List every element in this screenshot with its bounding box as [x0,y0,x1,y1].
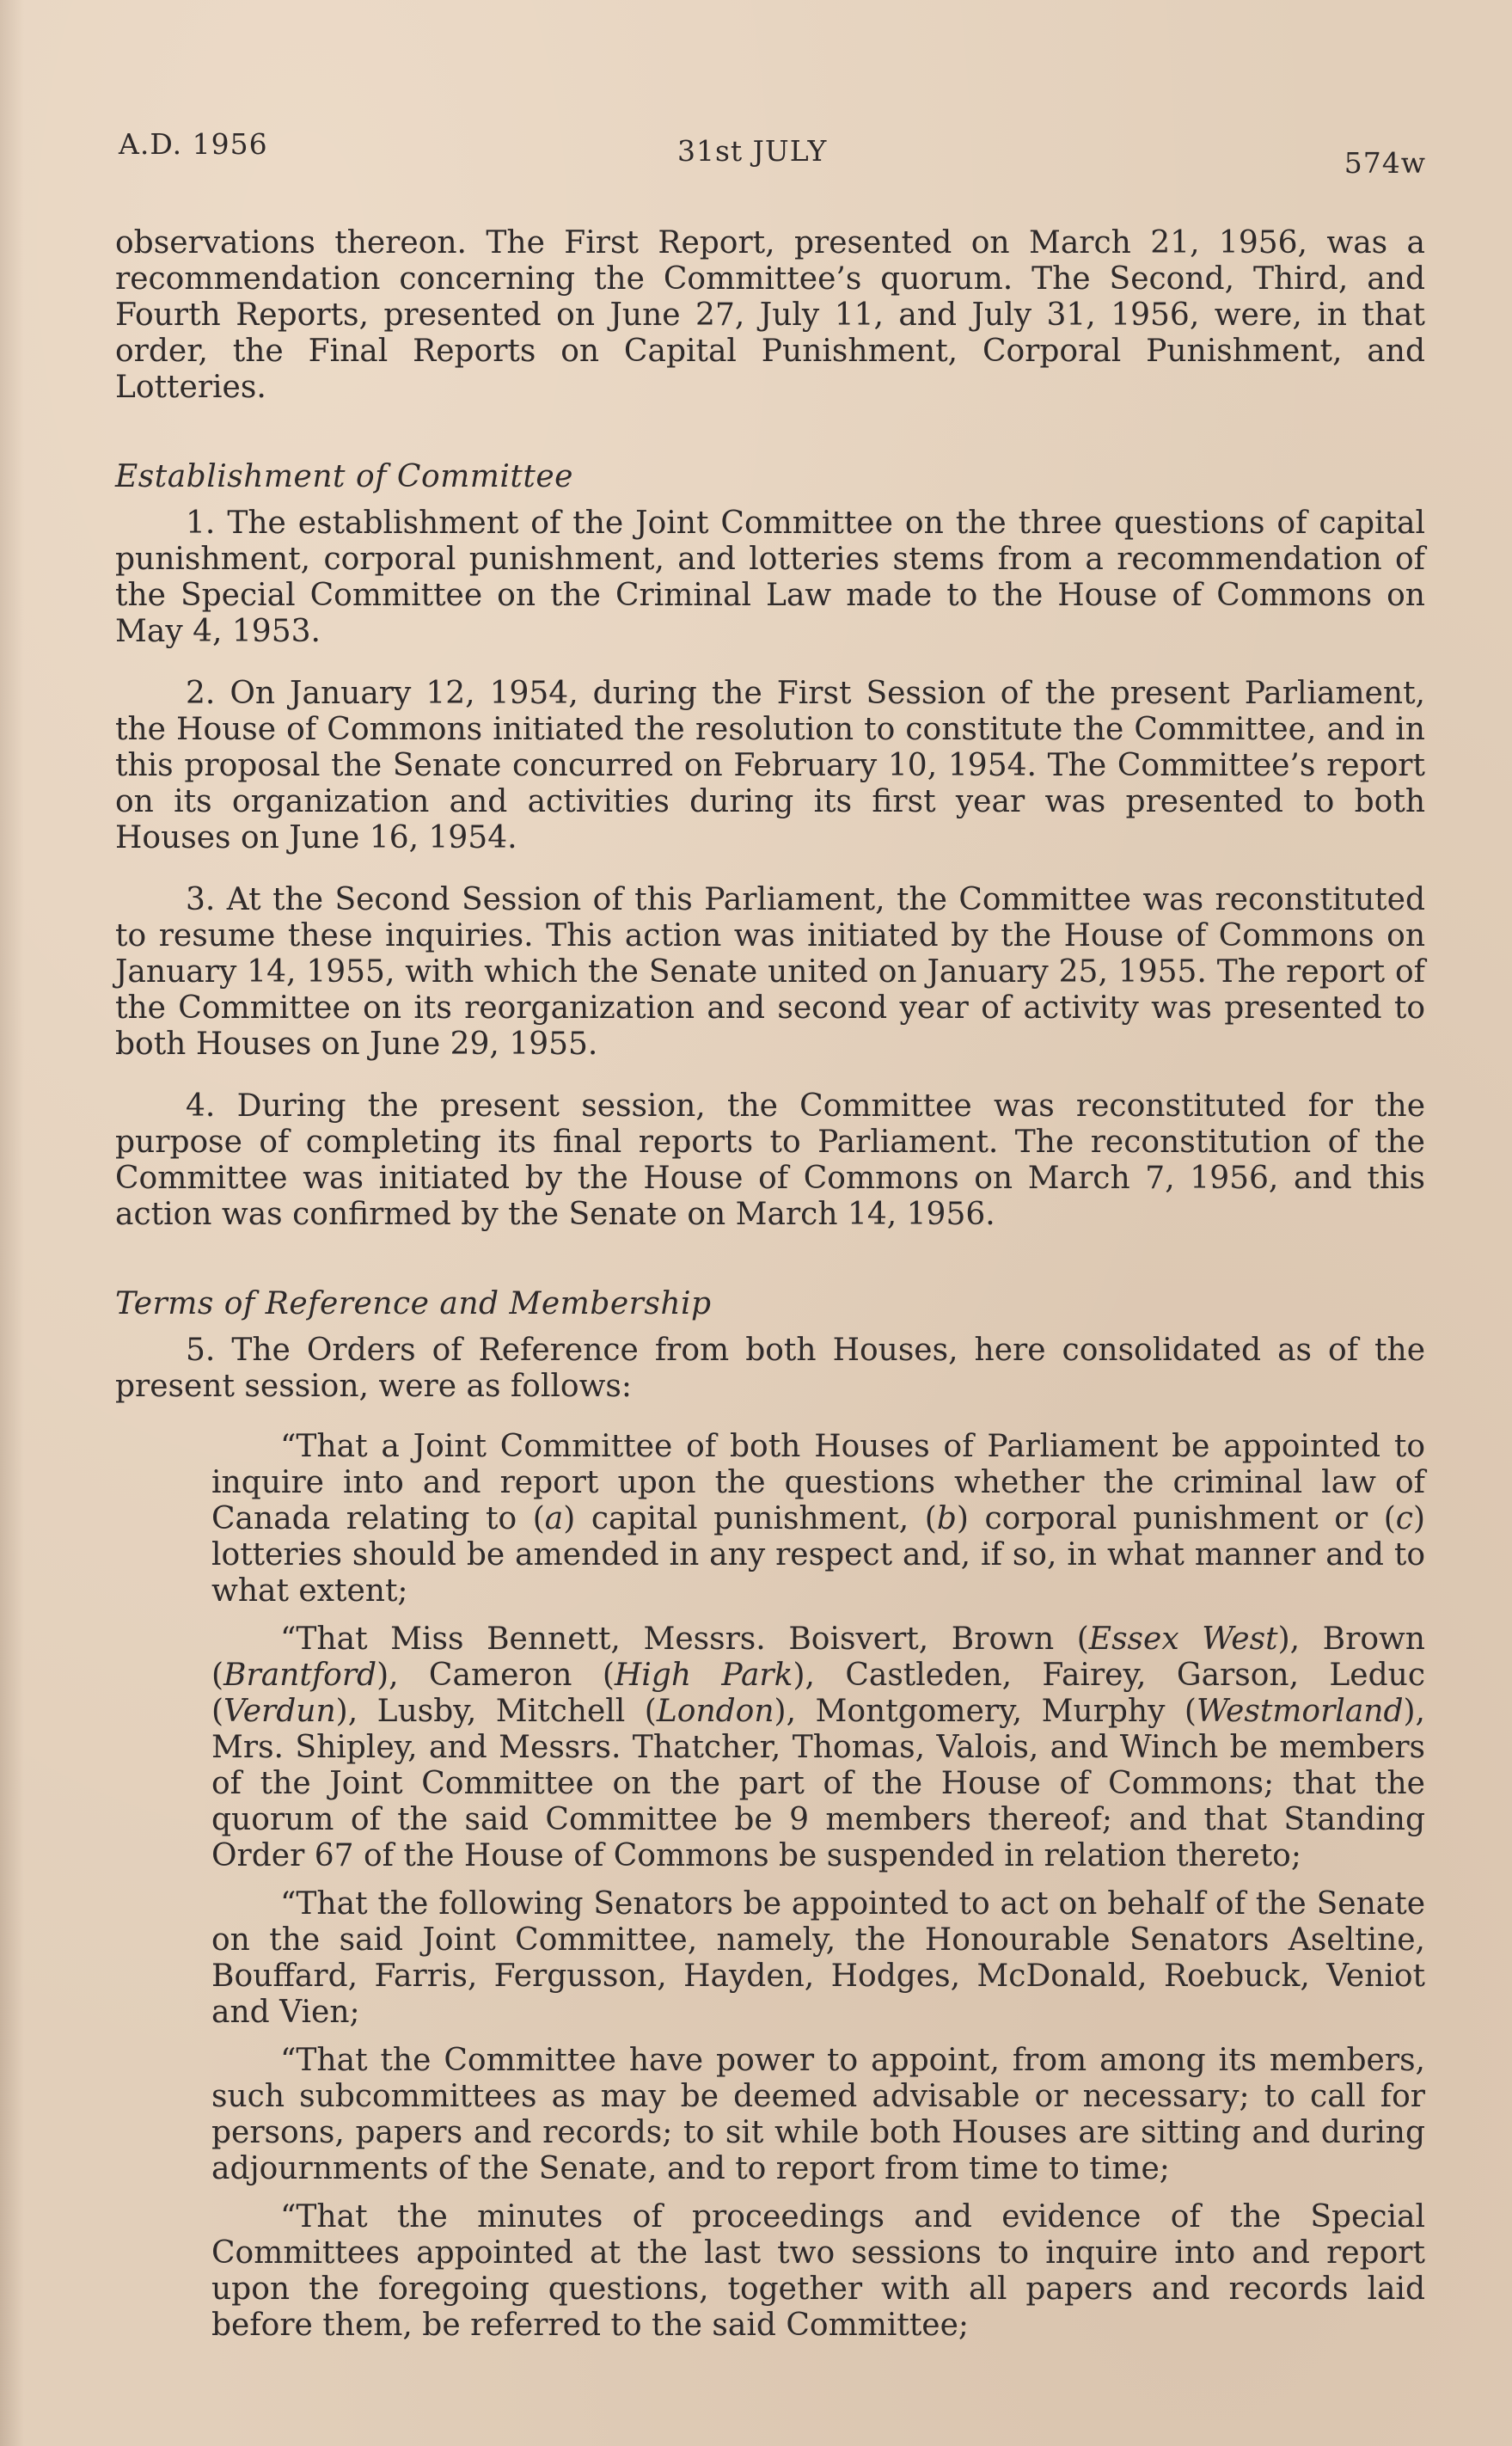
paragraph-5: 5. The Orders of Reference from both Houses, here consolidated as of the present session, were as follows: [115,1333,1425,1404]
page-header [119,127,1425,179]
paragraph-2: 2. On January 12, 1954, during the First Session of the present Parliament, the House of Commons initiated the resolution to constitute the Committee, and in this proposal the Senate concurred on February 10, 1954. The Committee’s report on its organization and activities during its first year was presented to both Houses on June 16, 1954. [115,676,1425,855]
paragraph-4: 4. During the present session, the Committee was reconstituted for the purpose of completing its final reports to Parliament. The reconstitution of the Committee was initiated by the House of Commons on March 7, 1956, and this action was confirmed by the Senate on March 14, 1956. [115,1088,1425,1232]
header-date: 31st JULY [677,134,828,168]
order-of-reference-4: “That the Committee have power to appoint, from among its members, such subcommittees as may be deemed advisable or necessary; to call for persons, papers and records; to sit while both Houses are sitting and during adjournments of the Senate, and to report from time to time; [211,2043,1425,2186]
order-of-reference-1: “That a Joint Committee of both Houses of Parliament be appointed to inquire into and report upon the questions whether the criminal law of Canada relating to (a) capital punishment, (b) corporal punishment or (c) lotteries should be amended in any respect and, if so, in what manner and to what extent; [211,1429,1425,1609]
paragraph-1: 1. The establishment of the Joint Committee on the three questions of capital punishment, corporal punishment, and lotteries stems from a recommendation of the Special Committee on the Criminal Law made to the House of Commons on May 4, 1953. [115,506,1425,649]
section-heading-establishment: Establishment of Committee [115,459,573,494]
order-of-reference-5: “That the minutes of proceedings and evidence of the Special Committees appointed at the last two sessions to inquire into and report upon the foregoing questions, together with all papers and records laid before them, be referred to the said Committee; [211,2199,1425,2343]
paragraph-3: 3. At the Second Session of this Parliament, the Committee was reconstituted to resume these inquiries. This action was initiated by the House of Commons on January 14, 1955, with which the Senate united on January 25, 1955. The report of the Committee on its reorganization and second year of activity was presented to both Houses on June 29, 1955. [115,882,1425,1062]
header-year: A.D. 1956 [119,127,268,161]
page-number: 574w [1344,146,1426,180]
order-of-reference-3: “That the following Senators be appointed to act on behalf of the Senate on the said Joint Committee, namely, the Honourable Senators Aseltine, Bouffard, Farris, Fergusson, Hayden, Hodges, McDonald, Roebuck, Veniot and Vien; [211,1886,1425,2030]
page-body [115,225,1425,2344]
section-heading-terms: Terms of Reference and Membership [115,1286,712,1321]
order-of-reference-2: “That Miss Bennett, Messrs. Boisvert, Brown (Essex West), Brown (Brantford), Cameron (High Park), Castleden, Fairey, Garson, Leduc (Verdun), Lusby, Mitchell (London), Montgomery, Murphy (Westmorland), Mrs. Shipley, and Messrs. Thatcher, Thomas, Valois, and Winch be members of the Joint Committee on the part of the House of Commons; that the quorum of the said Committee be 9 members thereof; and that Standing Order 67 of the House of Commons be suspended in relation thereto; [211,1621,1426,1873]
intro-paragraph: observations thereon. The First Report, presented on March 21, 1956, was a recommendation concerning the Committee’s quorum. The Second, Third, and Fourth Reports, presented on June 27, July 11, and July 31, 1956, were, in that order, the Final Reports on Capital Punishment, Corporal Punishment, and Lotteries. [115,225,1425,405]
